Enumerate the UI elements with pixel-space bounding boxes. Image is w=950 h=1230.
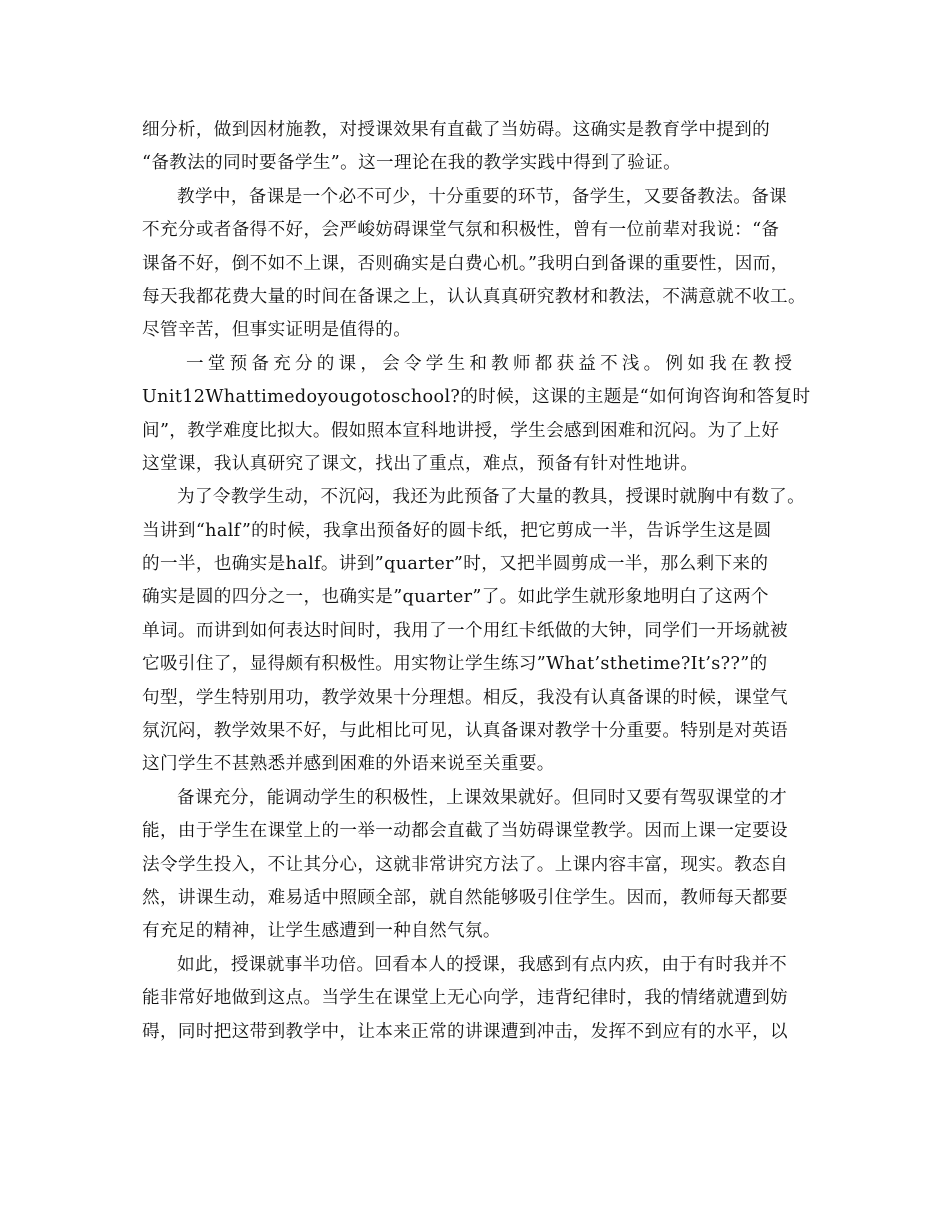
text-line: 每天我都花费大量的时间在备课之上，认认真真研究教材和教法，不满意就不收工。	[142, 286, 806, 307]
text-line: Unit12Whattimedoyougotoschool?的时候，这课的主题是“如何询咨询和答复时	[142, 387, 810, 408]
text-line: 尽管辛苦，但事实证明是值得的。	[142, 320, 412, 341]
text-line: 不充分或者备得不好，会严峻妨碍课堂气氛和积极性，曾有一位前辈对我说：“备	[142, 220, 780, 241]
paragraph-start: 备课充分，能调动学生的积极性，上课效果就好。但同时又要有驾驭课堂的才	[177, 787, 788, 808]
text-line: 确实是圆的四分之一，也确实是”quarter”了。如此学生就形象地明白了这两个	[142, 587, 769, 608]
text-line: 句型，学生特别用功，教学效果十分理想。相反，我没有认真备课的时候，课堂气	[142, 687, 788, 708]
text-line: 的一半，也确实是half。讲到”quarter”时，又把半圆剪成一半，那么剩下来的	[142, 554, 769, 575]
text-line: 这门学生不甚熟悉并感到困难的外语来说至关重要。	[142, 754, 555, 775]
text-line: 能非常好地做到这点。当学生在课堂上无心向学，违背纪律时，我的情绪就遭到妨	[142, 988, 788, 1009]
text-line: 它吸引住了，显得颇有积极性。用实物让学生练习”What’sthetime?It’s??”的	[142, 654, 768, 675]
paragraph-start: 为了令教学生动，不沉闷，我还为此预备了大量的教具，授课时就胸中有数了。	[177, 487, 806, 508]
paragraph-start: 教学中，备课是一个必不可少，十分重要的环节，备学生，又要备教法。备课	[177, 186, 788, 207]
document-body	[142, 114, 810, 1049]
text-line: 细分析，做到因材施教，对授课效果有直截了当妨碍。这确实是教育学中提到的	[142, 120, 771, 140]
text-line: 氛沉闷，教学效果不好，与此相比可见，认真备课对教学十分重要。特别是对英语	[142, 721, 788, 742]
text-line: 这堂课，我认真研究了课文，找出了重点，难点，预备有针对性地讲。	[142, 453, 699, 474]
paragraph-start: 一堂预备充分的课，会令学生和教师都获益不浅。例如我在教授	[186, 353, 797, 374]
text-line: 间”，教学难度比拟大。假如照本宣科地讲授，学生会感到困难和沉闷。为了上好	[142, 420, 780, 441]
text-line: 法令学生投入，不让其分心，这就非常讲究方法了。上课内容丰富，现实。教态自	[142, 854, 788, 875]
text-line: “备教法的同时要备学生”。这一理论在我的教学实践中得到了验证。	[142, 153, 682, 174]
text-line: 课备不好，倒不如不上课，否则确实是白费心机。”我明白到备课的重要性，因而，	[142, 253, 789, 274]
text-line: 能，由于学生在课堂上的一举一动都会直截了当妨碍课堂教学。因而上课一定要设	[142, 821, 788, 842]
text-line: 当讲到“half”的时候，我拿出预备好的圆卡纸，把它剪成一半，告诉学生这是圆	[142, 520, 772, 541]
text-line: 然，讲课生动，难易适中照顾全部，就自然能够吸引住学生。因而，教师每天都要	[142, 887, 788, 908]
paragraph-start: 如此，授课就事半功倍。回看本人的授课，我感到有点内疚，由于有时我并不	[177, 954, 788, 975]
text-line: 碍，同时把这带到教学中，让本来正常的讲课遭到冲击，发挥不到应有的水平，以	[142, 1021, 788, 1042]
text-line: 单词。而讲到如何表达时间时，我用了一个用红卡纸做的大钟，同学们一开场就被	[142, 620, 788, 641]
text-line: 有充足的精神，让学生感遭到一种自然气氛。	[142, 921, 501, 942]
